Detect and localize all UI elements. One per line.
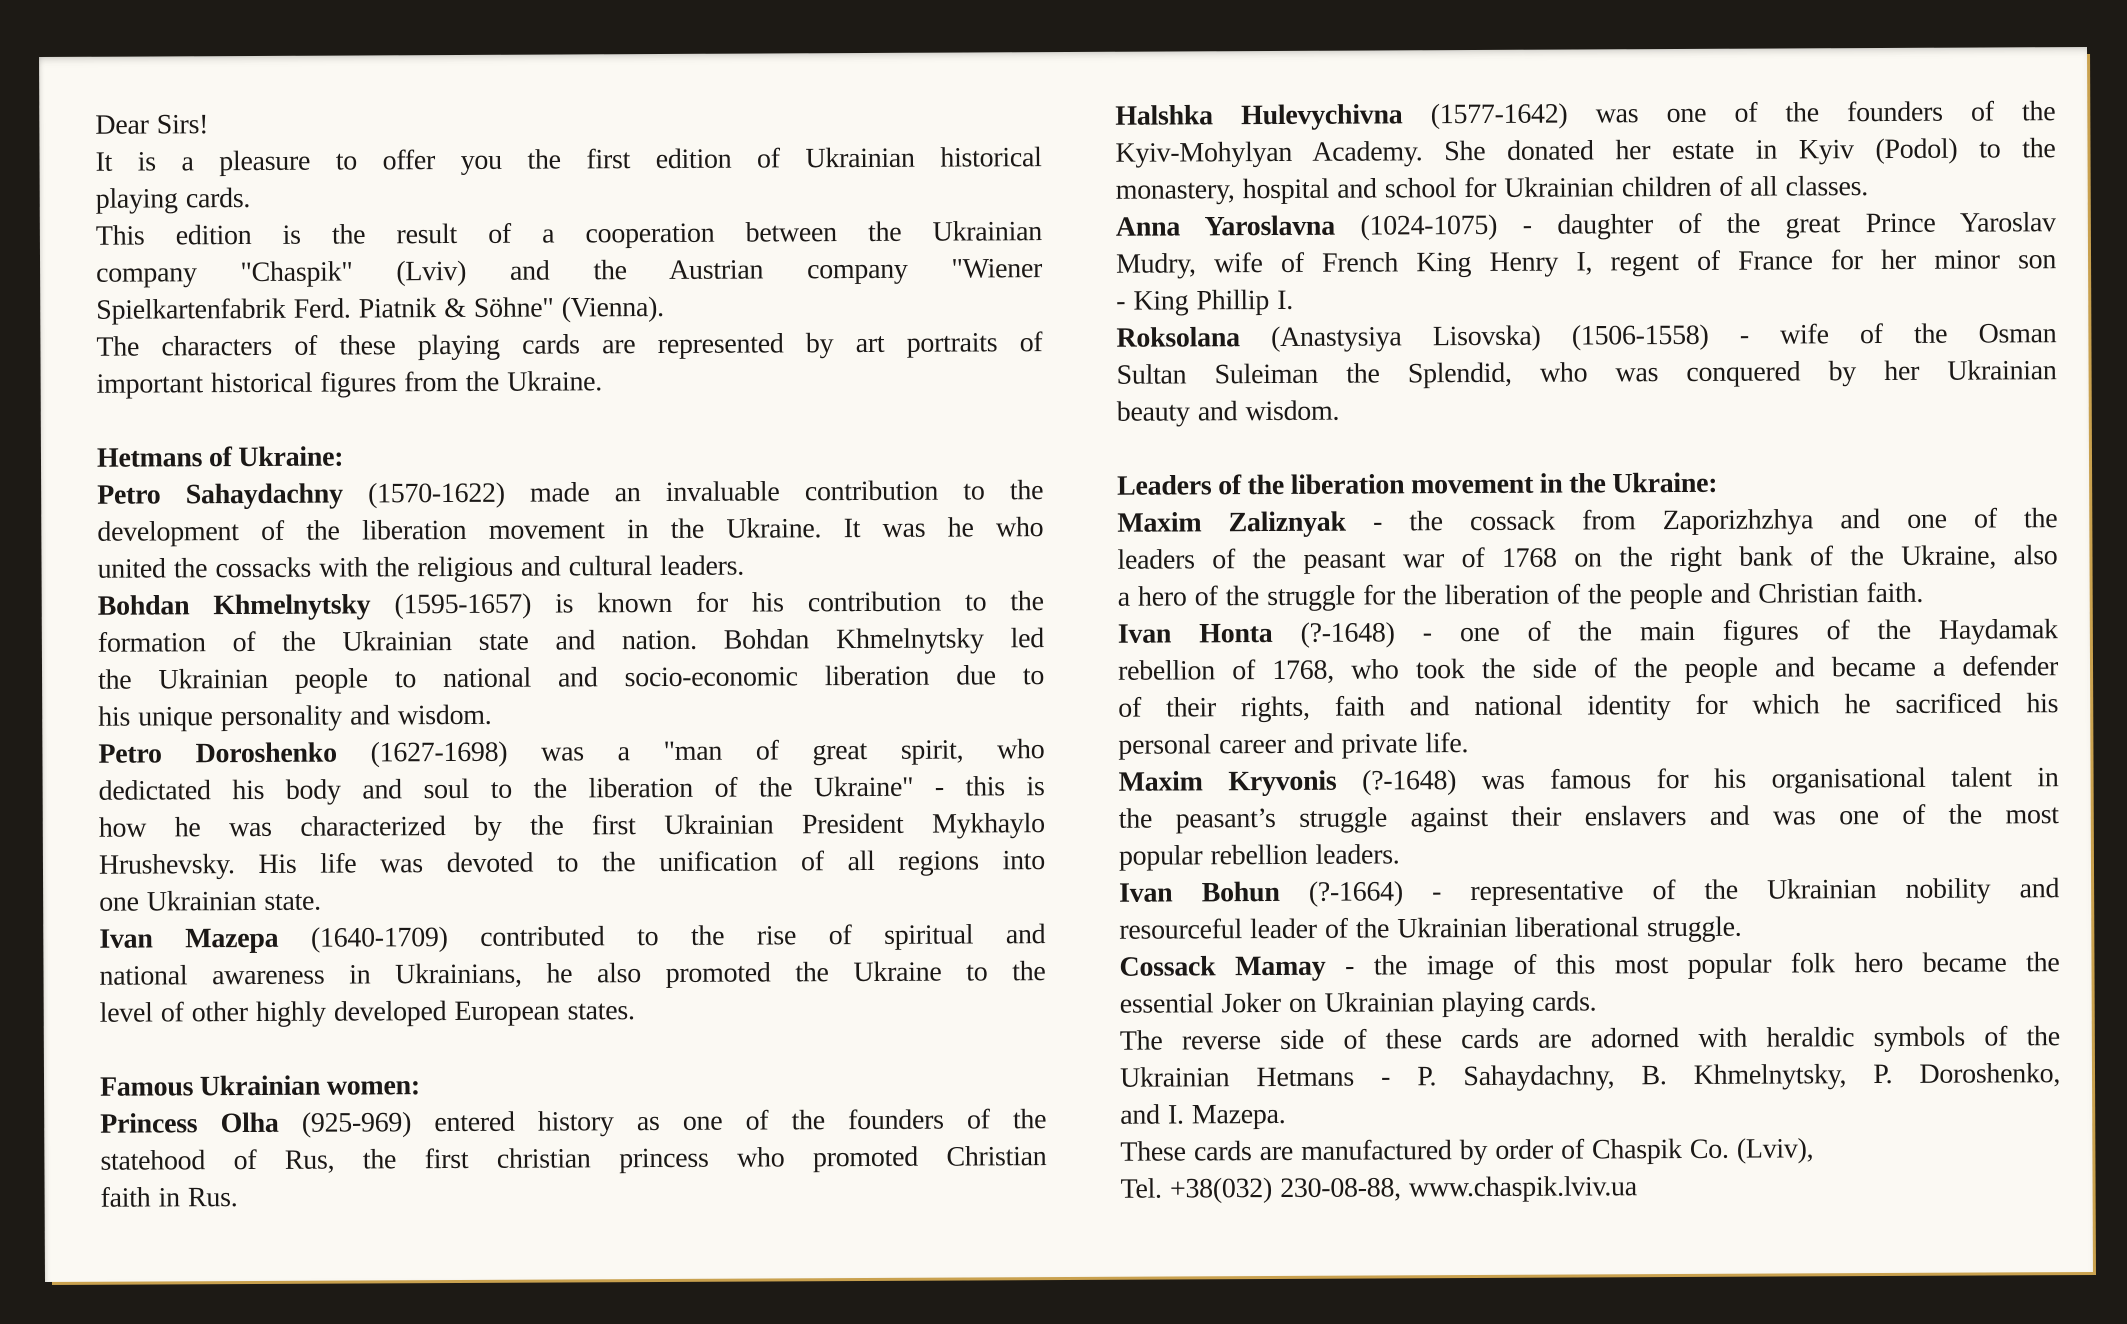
person-name: Anna Yaroslavna [1115,210,1335,243]
text-line: his unique personality and wisdom. [98,699,492,733]
text-line: Roksolana (Anastysiya Lisovska) (1506-1558) - wife of the Osman [1116,318,2057,354]
person-name: Princess Olha [100,1107,279,1140]
paragraph-gap [1117,426,2057,468]
paragraph [95,102,1041,144]
paragraph [1120,1018,2061,1134]
text-line: Maxim Kryvonis (?-1648) was famous for his organisational talent in [1118,762,2059,798]
text-line: The characters of these playing cards are represented by art portraits of [96,327,1043,363]
text-line: beauty and wisdom. [1116,395,1340,428]
text-line: company "Chaspik" (Lviv) and the Austrian company "Wiener [96,253,1043,289]
paragraph-gap [100,1027,1046,1069]
text-line: one Ukrainian state. [99,885,321,918]
text-line: the Ukrainian people to national and socio-economic liberation due to [97,660,1045,696]
paragraph [1116,315,2057,431]
text-line: - King Phillip I. [1116,284,1294,317]
text-line: faith in Rus. [100,1182,238,1214]
text-line: the peasant’s struggle against their enslavers and was one of the most [1118,799,2059,835]
person-name: Petro Doroshenko [98,737,337,770]
section-heading: Famous Ukrainian women: [99,1070,420,1103]
text-line: Ivan Mazepa (1640-1709) contributed to the rise of spiritual and [99,919,1046,955]
text-line: dedictated his body and soul to the liberation of the Ukraine" - this is [98,771,1045,807]
text-line: Kyiv-Mohylyan Academy. She donated her estate in Kyiv (Podol) to the [1115,133,2056,169]
paragraph [1120,1166,2060,1208]
text-line: These cards are manufactured by order of Chaspik Co. (Lviv), [1120,1133,1814,1168]
text-line: personal career and private life. [1118,728,1469,761]
paragraph [98,583,1045,736]
text-line: Halshka Hulevychivna (1577-1642) was one of the founders of the [1115,96,2056,132]
paragraph [96,324,1042,403]
text-line: resourceful leader of the Ukrainian liberational struggle. [1119,911,1742,946]
text-line: Bohdan Khmelnytsky (1595-1657) is known for his contribution to the [97,586,1044,622]
text-line: development of the liberation movement in the Ukraine. It was he who [97,512,1044,548]
text-line: Ivan Honta (?-1648) - one of the main figures of the Haydamak [1117,614,2058,650]
paragraph [1119,944,2059,1023]
text-column-right [1115,93,2060,1208]
text-line: Tel. +38(032) 230-08-88, www.chaspik.lviv.ua [1120,1171,1637,1205]
paragraph [1120,1129,2060,1171]
section-heading: Hetmans of Ukraine: [96,441,344,474]
section-heading: Leaders of the liberation movement in the Ukraine: [1117,467,1718,502]
text-line: national awareness in Ukrainians, he also promoted the Ukraine to the [99,956,1046,992]
person-name: Ivan Mazepa [99,922,279,955]
text-line: essential Joker on Ukrainian playing cards. [1119,986,1597,1020]
person-name: Ivan Honta [1117,617,1273,650]
text-line: Ivan Bohun (?-1664) - representative of the Ukrainian nobility and [1119,873,2060,909]
paragraph-gap [97,398,1043,440]
paragraph [1119,870,2059,949]
text-line: a hero of the struggle for the liberation of the people and Christian faith. [1117,577,1924,613]
text-line: important historical figures from the Ukraine. [96,366,603,400]
leaflet-page [39,47,2093,1282]
paragraph [97,472,1044,588]
text-line: statehood of Rus, the first christian princess who promoted Christian [100,1141,1047,1177]
text-line: The reverse side of these cards are adorned with heraldic symbols of the [1119,1021,2060,1057]
text-line: formation of the Ukrainian state and nation. Bohdan Khmelnytsky led [97,623,1044,659]
person-name: Cossack Mamay [1119,950,1326,983]
paragraph [100,1101,1047,1217]
text-line: Mudry, wife of French King Henry I, regent of France for her minor son [1115,244,2057,280]
text-line: united the cossacks with the religious and cultural leaders. [97,550,744,585]
person-name: Petro Sahaydachny [97,478,343,511]
text-line: Ukrainian Hetmans - P. Sahaydachny, B. Khmelnytsky, P. Doroshenko, [1119,1058,2061,1094]
person-name: Roksolana [1116,322,1240,354]
text-line: Spielkartenfabrik Ferd. Piatnik & Söhne" (Vienna). [96,291,664,326]
person-name: Halshka Hulevychivna [1115,99,1403,132]
person-name: Maxim Kryvonis [1118,765,1337,798]
text-line: popular rebellion leaders. [1118,839,1400,872]
text-line: leaders of the peasant war of 1768 on the right bank of the Ukraine, also [1117,540,2058,576]
text-line: rebellion of 1768, who took the side of the people and became a defender [1117,651,2059,687]
text-line: Petro Doroshenko (1627-1698) was a "man of great spirit, who [98,734,1045,770]
person-name: Bohdan Khmelnytsky [97,589,371,622]
text-line: Princess Olha (925-969) entered history as one of the founders of the [100,1104,1047,1140]
text-line: and I. Mazepa. [1120,1098,1286,1131]
text-line: It is a pleasure to offer you the first edition of Ukrainian historical [95,142,1042,178]
text-line: playing cards. [95,182,251,215]
person-name: Maxim Zaliznyak [1117,506,1346,539]
paragraph [96,213,1043,329]
text-line: Hrushevsky. His life was devoted to the unification of all regions into [98,845,1046,881]
text-line: Maxim Zaliznyak - the cossack from Zaporizhzhya and one of the [1117,503,2058,539]
text-line: Dear Sirs! [95,109,209,141]
person-name: Ivan Bohun [1119,876,1280,909]
text-line: how he was characterized by the first Ukrainian President Mykhaylo [98,808,1045,844]
text-line: This edition is the result of a cooperation between the Ukrainian [95,216,1042,252]
text-line: Sultan Suleiman the Splendid, who was conquered by her Ukrainian [1116,355,2057,391]
paragraph [99,916,1046,1032]
paragraph [1116,204,2057,320]
text-line: monastery, hospital and school for Ukrainian children of all classes. [1115,171,1868,206]
text-line: of their rights, faith and national identity for which he sacrificed his [1118,688,2059,724]
paragraph [1115,93,2056,209]
text-line: Anna Yaroslavna (1024-1075) - daughter of the great Prince Yaroslav [1115,207,2056,243]
paragraph [95,139,1041,218]
paragraph [98,731,1045,921]
paragraph [1118,759,2059,875]
text-line: Cossack Mamay - the image of this most popular folk hero became the [1119,947,2060,983]
paragraph [1118,611,2059,764]
text-column-left [95,102,1046,1217]
text-line: level of other highly developed European states. [99,995,635,1029]
paragraph [1117,500,2058,616]
text-line: Petro Sahaydachny (1570-1622) made an invaluable contribution to the [97,475,1044,511]
